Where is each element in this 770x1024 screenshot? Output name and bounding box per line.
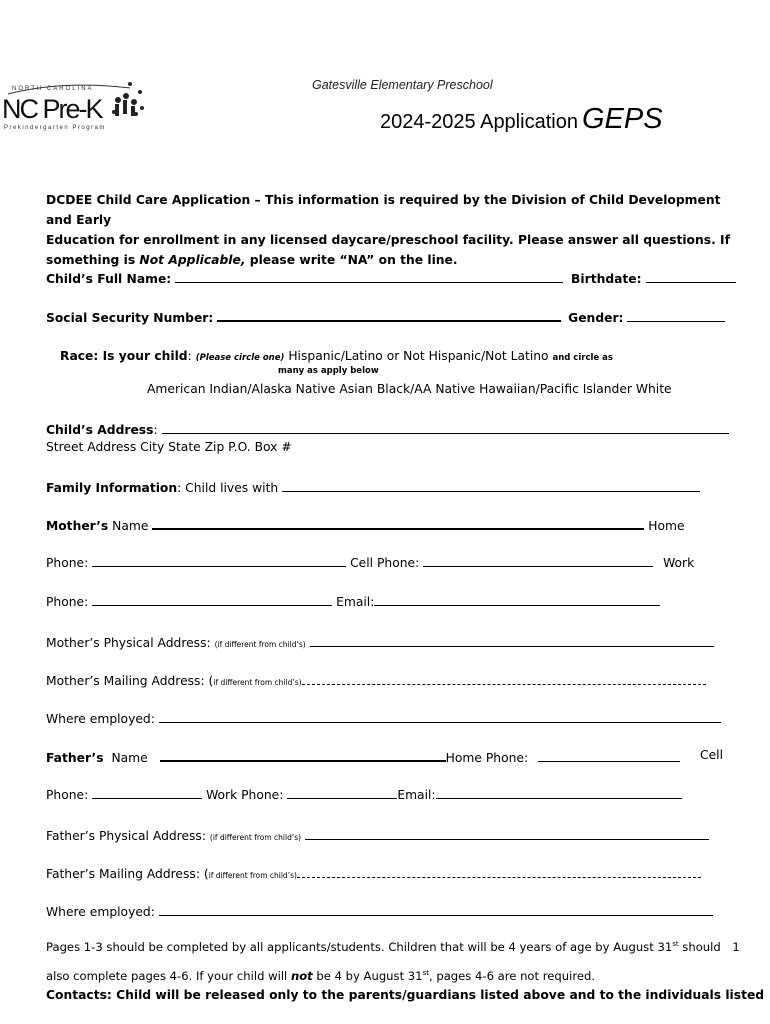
mother-name-row [46, 516, 685, 533]
race-label: Race: Is your child [60, 349, 188, 363]
ssn-line[interactable] [217, 308, 561, 322]
ssn-label: Social Security Number: [46, 311, 214, 325]
mother-employed-label: Where employed: [46, 712, 155, 726]
father-email-line[interactable] [436, 786, 682, 799]
father-phone-row [46, 786, 682, 802]
intro-not-applicable: Not Applicable, [139, 253, 246, 267]
child-address-line[interactable] [162, 421, 729, 434]
lives-with-line[interactable] [282, 479, 700, 492]
mother-physical-note: (if different from child’s) [214, 640, 306, 649]
mother-name-label: Name [112, 519, 149, 533]
address-subtitle: Street Address City State Zip P.O. Box # [46, 440, 292, 454]
mother-work-label: Work [663, 556, 695, 570]
mother-physical-row [46, 634, 714, 650]
father-mailing-note: if different from child’s) [208, 871, 297, 880]
geps-label: GEPS [581, 103, 663, 135]
father-physical-row [46, 827, 709, 843]
father-cell-label: Cell [700, 748, 723, 762]
father-home-phone-label: Home Phone: [445, 751, 529, 765]
father-physical-note: (if different from child’s) [209, 833, 302, 842]
logo-graphic-icon [2, 78, 147, 134]
intro-line-3-prefix: something is [46, 253, 140, 267]
intro-line-1: DCDEE Child Care Application – This information is required by the Division of Child Development and Early [46, 193, 721, 227]
family-info-row [46, 479, 700, 495]
pages-note-sup: st [672, 940, 679, 949]
race-row [60, 349, 613, 363]
father-name-label: Name [111, 751, 148, 765]
race-ethnicity-options[interactable]: Hispanic/Latino or Not Hispanic/Not Latino [288, 349, 549, 363]
contacts-note: Contacts: Child will be released only to the parents/guardians listed above and to the individuals listed [46, 988, 765, 1002]
pages-note-2-sup: st [422, 969, 429, 978]
mother-cell-label: Cell Phone: [350, 556, 420, 570]
application-year: 2024-2025 Application [380, 111, 578, 133]
child-name-label: Child’s Full Name: [46, 272, 172, 286]
child-name-row [46, 270, 736, 286]
pages-note-2c: , pages 4-6 are not required. [428, 969, 596, 983]
father-employed-label: Where employed: [46, 905, 155, 919]
pages-note-line-1 [46, 940, 740, 954]
mother-mailing-label: Mother’s Mailing Address: [46, 674, 205, 688]
gender-label: Gender: [568, 311, 624, 325]
nc-prek-logo [2, 78, 147, 134]
birthdate-label: Birthdate: [571, 272, 642, 286]
mother-mailing-line[interactable] [302, 672, 706, 685]
father-employer-row [46, 903, 713, 919]
mother-label: Mother’s [46, 519, 109, 533]
mother-physical-line[interactable] [310, 634, 714, 647]
mother-phone-label: Phone: [46, 556, 89, 570]
mother-email-label: Email: [336, 595, 375, 609]
mother-work-row [46, 593, 660, 609]
ssn-row [46, 308, 725, 325]
mother-mailing-note: if different from child’s) [213, 678, 302, 687]
pages-note-2b: be 4 by August 31 [312, 969, 423, 983]
race-colon: : [187, 349, 192, 363]
father-name-line[interactable] [160, 748, 446, 762]
mother-email-line[interactable] [374, 593, 660, 606]
father-work-phone-label: Work Phone: [206, 788, 284, 802]
mother-name-line[interactable] [152, 516, 644, 530]
pages-note-2a: also complete pages 4-6. If your child will [46, 969, 291, 983]
father-mailing-label: Father’s Mailing Address: [46, 867, 200, 881]
race-circle-one: (Please circle one) [195, 353, 285, 363]
intro-line-3 [46, 250, 736, 270]
intro-line-3-suffix: please write “NA” on the line. [245, 253, 458, 267]
mother-cell-phone-line[interactable] [423, 554, 653, 567]
father-cell-phone-line[interactable] [92, 786, 202, 799]
mother-employer-row [46, 710, 721, 726]
intro-line-2: Education for enrollment in any licensed daycare/preschool facility. Please answer all questions. If [46, 233, 730, 247]
school-name: Gatesville Elementary Preschool [312, 78, 493, 92]
father-label: Father’s [46, 751, 104, 765]
race-and-circle: and circle as [552, 353, 613, 363]
page-number: 1 [732, 940, 740, 954]
mother-mailing-paren: ( [208, 674, 214, 688]
mother-work-phone-line[interactable] [92, 593, 332, 606]
mother-phone-row [46, 554, 694, 570]
family-info-label: Family Information [46, 481, 178, 495]
mother-employed-line[interactable] [159, 710, 721, 723]
gender-line[interactable] [627, 309, 725, 322]
father-home-phone-line[interactable] [538, 749, 680, 762]
father-work-phone-line[interactable] [287, 786, 397, 799]
logo-top-text: NORTH CAROLINA [12, 86, 94, 92]
child-address-colon: : [153, 423, 158, 437]
pages-note-should: should [678, 940, 721, 954]
father-physical-label: Father’s Physical Address: [46, 829, 206, 843]
birthdate-line[interactable] [646, 270, 736, 283]
race-options[interactable]: American Indian/Alaska Native Asian Black/AA Native Hawaiian/Pacific Islander White [147, 382, 672, 396]
logo-main-text: NC Pre-K [2, 94, 102, 124]
intro-paragraph [46, 190, 736, 270]
father-cell-phone-label: Phone: [46, 788, 89, 802]
mother-physical-label: Mother’s Physical Address: [46, 636, 211, 650]
logo-sub-text: Prekindergarten Program [4, 125, 106, 131]
father-email-label: Email: [397, 788, 436, 802]
pages-note-not: not [290, 969, 313, 983]
father-employed-line[interactable] [159, 903, 713, 916]
father-mailing-line[interactable] [297, 865, 701, 878]
mother-mailing-row [46, 672, 706, 688]
pages-note-line-2 [46, 969, 595, 983]
father-mailing-row [46, 865, 701, 881]
pages-note-text: Pages 1-3 should be completed by all applicants/students. Children that will be 4 years of age by August 31 [46, 940, 673, 954]
father-mailing-paren: ( [203, 867, 209, 881]
mother-home-phone-line[interactable] [92, 554, 346, 567]
child-name-line[interactable] [175, 270, 563, 283]
child-address-row [46, 421, 729, 437]
father-name-row [46, 748, 680, 765]
family-lives-with: : Child lives with [177, 481, 279, 495]
mother-home-label: Home [648, 519, 685, 533]
child-address-label: Child’s Address [46, 423, 154, 437]
father-physical-line[interactable] [305, 827, 709, 840]
application-title [380, 103, 663, 136]
race-many-apply: many as apply below [278, 366, 379, 376]
mother-work-phone-label: Phone: [46, 595, 89, 609]
